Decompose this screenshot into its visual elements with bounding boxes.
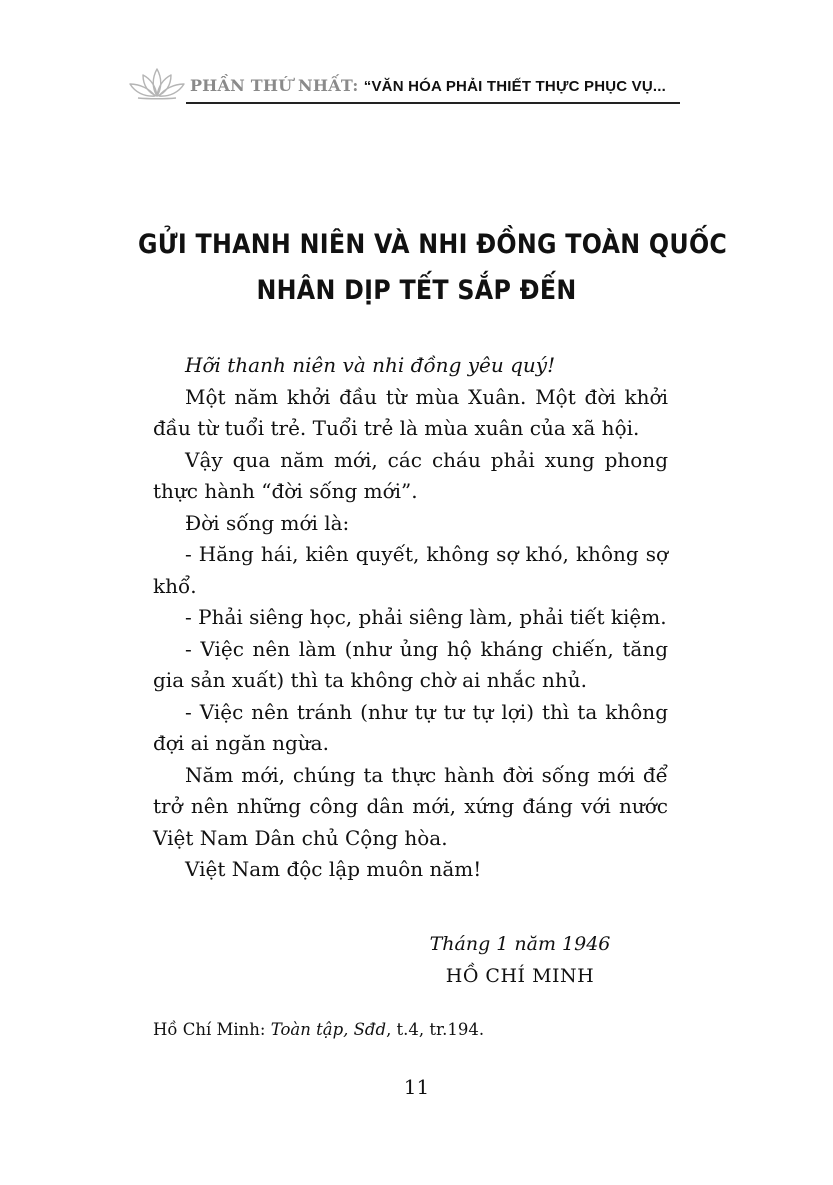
page-number: 11 bbox=[403, 1075, 430, 1099]
header-section-title: “VĂN HÓA PHẢI THIẾT THỰC PHỤC VỤ... bbox=[363, 78, 666, 95]
list-item: - Việc nên làm (như ủng hộ kháng chiến, tăng gia sản xuất) thì ta không chờ ai nhắc nhủ. bbox=[153, 636, 668, 692]
running-header bbox=[120, 62, 680, 106]
header-part-label: PHẦN THỨ NHẤT: bbox=[189, 76, 359, 95]
signature-date: Tháng 1 năm 1946 bbox=[429, 933, 611, 955]
list-item: - Phải siêng học, phải siêng làm, phải tiết kiệm. bbox=[185, 605, 667, 629]
paragraph: Việt Nam độc lập muôn năm! bbox=[185, 857, 482, 881]
list-item: - Hăng hái, kiên quyết, không sợ khó, không sợ khổ. bbox=[153, 542, 668, 598]
paragraph: Vậy qua năm mới, các cháu phải xung phong thực hành “đời sống mới”. bbox=[153, 447, 668, 503]
paragraph: Năm mới, chúng ta thực hành đời sống mới để trở nên những công dân mới, xứng đáng với nước Việt Nam Dân chủ Cộng hòa. bbox=[153, 762, 668, 850]
greeting: Hỡi thanh niên và nhi đồng yêu quý! bbox=[185, 353, 556, 377]
signature-block bbox=[400, 928, 640, 992]
footnote-author: Hồ Chí Minh: bbox=[153, 1020, 271, 1039]
title-line-1: GỬI THANH NIÊN VÀ NHI ĐỒNG TOÀN QUỐC bbox=[137, 229, 728, 260]
paragraph: Đời sống mới là: bbox=[185, 510, 350, 535]
lotus-icon bbox=[128, 66, 186, 100]
footnote-reference: , t.4, tr.194. bbox=[386, 1020, 485, 1039]
title-line-2: NHÂN DỊP TẾT SẮP ĐẾN bbox=[256, 275, 577, 306]
letter-body bbox=[153, 350, 668, 886]
header-rule bbox=[186, 102, 680, 104]
list-item: - Việc nên tránh (như tự tư tự lợi) thì ta không đợi ai ngăn ngừa. bbox=[153, 699, 668, 755]
signature-name: HỒ CHÍ MINH bbox=[445, 965, 595, 987]
running-header-text bbox=[190, 76, 666, 95]
paragraph: Một năm khởi đầu từ mùa Xuân. Một đời khởi đầu từ tuổi trẻ. Tuổi trẻ là mùa xuân của xã hội. bbox=[153, 384, 668, 440]
source-footnote bbox=[153, 1020, 484, 1039]
footnote-work: Toàn tập, Sđd bbox=[270, 1020, 387, 1039]
document-title bbox=[137, 222, 728, 314]
